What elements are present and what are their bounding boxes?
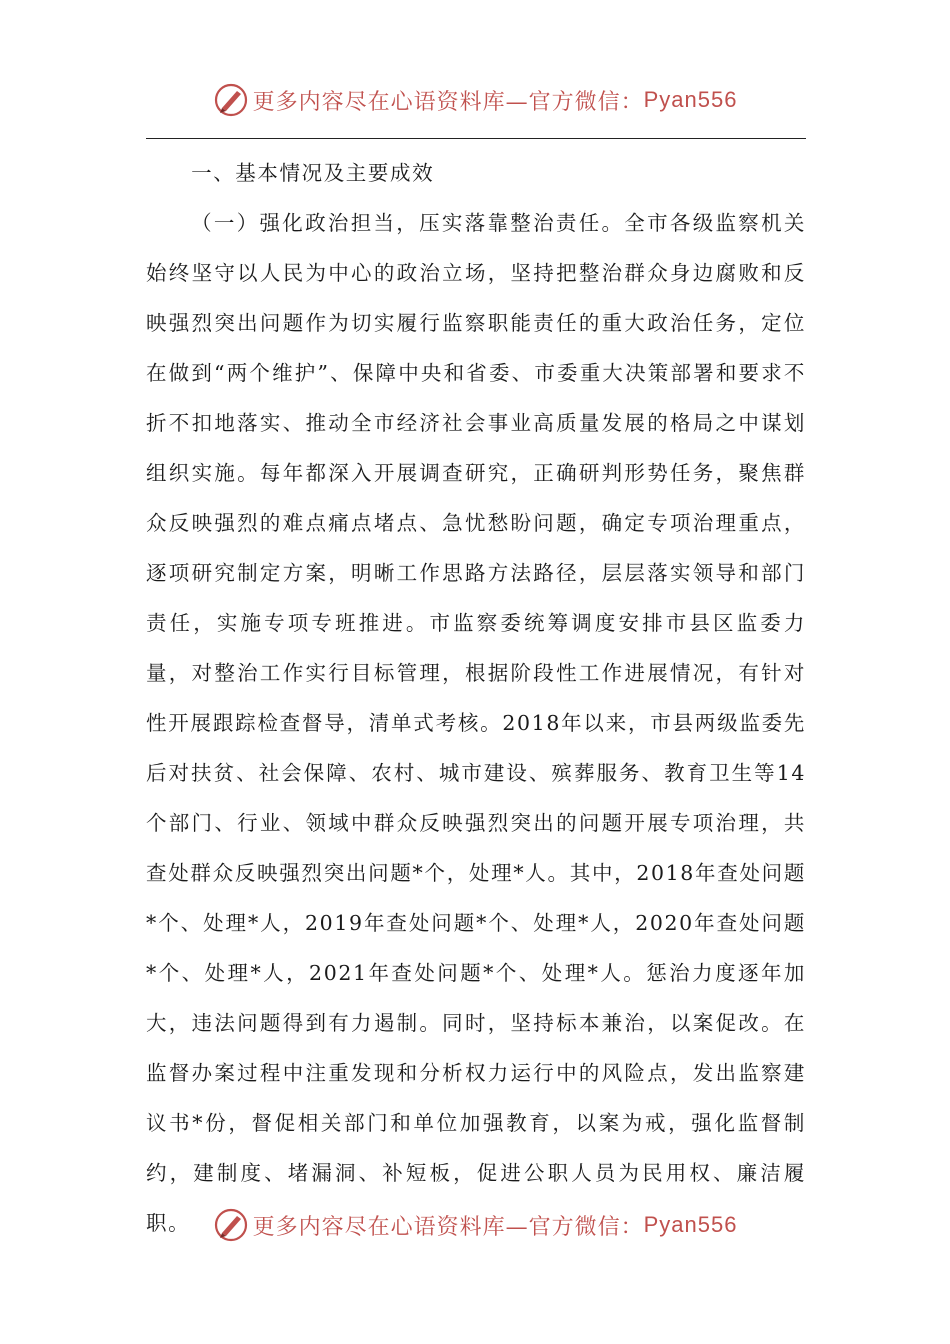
watermark-text: 更多内容尽在心语资料库—官方微信： [252,89,644,115]
section-heading: 一、基本情况及主要成效 [191,161,435,185]
footer-watermark [0,1207,950,1243]
watermark-wechat-id: Pyan556 [643,87,738,112]
watermark-text: 更多内容尽在心语资料库—官方微信： [252,1214,644,1240]
watermark-wechat-id: Pyan556 [643,1212,738,1237]
pen-logo-icon [213,1207,249,1243]
pen-logo-icon [213,82,249,118]
header-watermark [0,82,950,118]
body-paragraph: （一）强化政治担当，压实落靠整治责任。全市各级监察机关始终坚守以人民为中心的政治立场，坚持把整治群众身边腐败和反映强烈突出问题作为切实履行监察职能责任的重大政治任务，定位在做到“两个维护”、保障中央和省委、市委重大决策部署和要求不折不扣地落实、推动全市经济社会事业高质量发展的格局之中谋划组织实施。每年都深入开展调查研究，正确研判形势任务，聚焦群众反映强烈的难点痛点堵点、急忧愁盼问题，确定专项治理重点，逐项研究制定方案，明晰工作思路方法路径，层层落实领导和部门责任，实施专项专班推进。市监察委统筹调度安排市县区监委力量，对整治工作实行目标管理，根据阶段性工作进展情况，有针对性开展跟踪检查督导，清单式考核。2018年以来，市县两级监委先后对扶贫、社会保障、农村、城市建设、殡葬服务、教育卫生等14个部门、行业、领域中群众反映强烈突出的问题开展专项治理，共查处群众反映强烈突出问题*个，处理*人。其中，2018年查处问题*个、处理*人，2019年查处问题*个、处理*人，2020年查处问题*个、处理*人，2021年查处问题*个、处理*人。惩治力度逐年加大，违法问题得到有力遏制。同时，坚持标本兼治，以案促改。在监督办案过程中注重发现和分析权力运行中的风险点，发出监察建议书*份，督促相关部门和单位加强教育，以案为戒，强化监督制约，建制度、堵漏洞、补短板，促进公职人员为民用权、廉洁履职。 [146,211,806,1235]
header-rule [146,138,806,139]
document-body [146,148,806,1248]
